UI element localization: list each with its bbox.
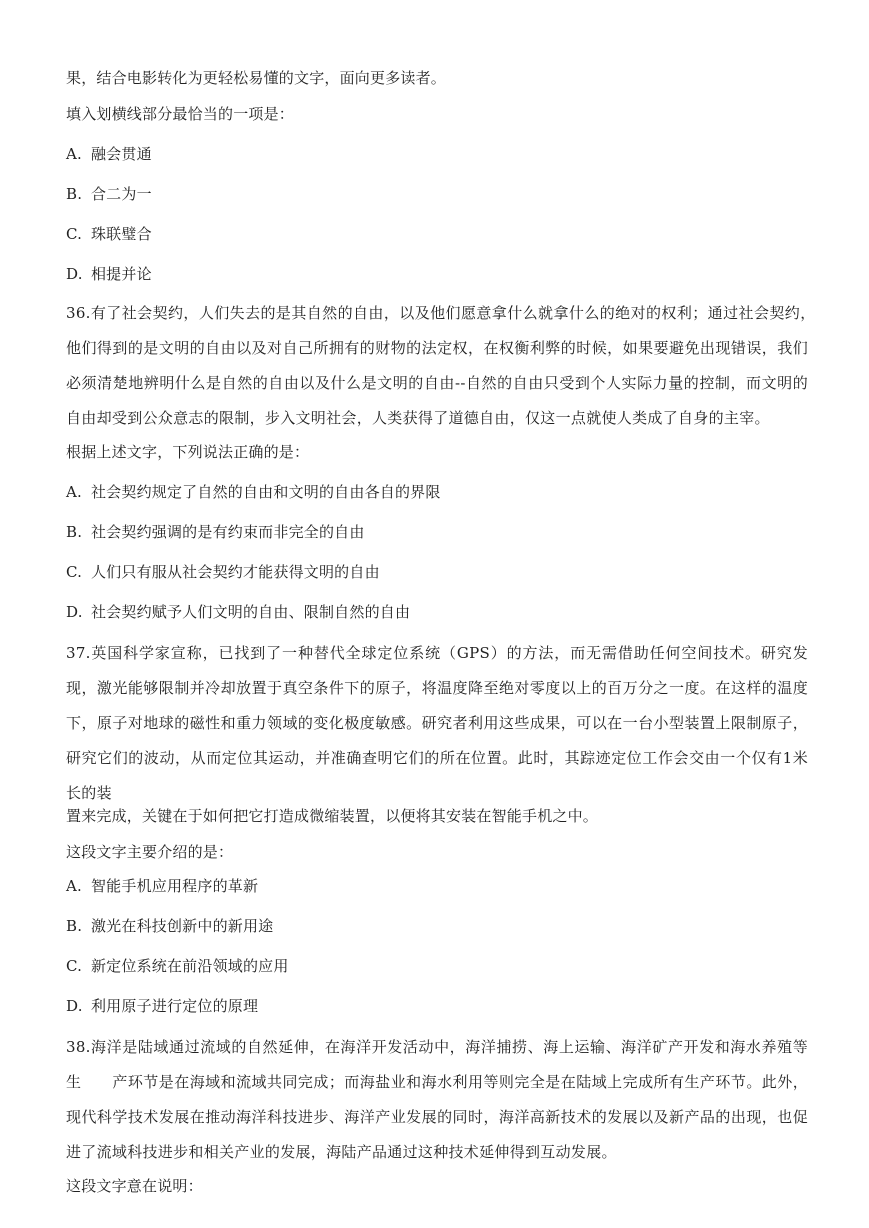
option-text: 社会契约规定了自然的自由和文明的自由各自的界限 [90,483,441,501]
question-prompt: 填入划横线部分最恰当的一项是： [66,105,295,123]
option-letter: D. [66,997,83,1015]
q37-option-d [66,996,258,1016]
option-text: 利用原子进行定位的原理 [90,997,259,1015]
option-text: 智能手机应用程序的革新 [90,877,259,895]
option-text: 人们只有服从社会契约才能获得文明的自由 [90,563,380,581]
q36-option-d [66,602,410,622]
option-letter: C. [66,563,83,581]
option-a [66,144,152,164]
q36-option-b [66,522,365,542]
option-text: 社会契约强调的是有约束而非完全的自由 [90,523,365,541]
option-text: 相提并论 [90,265,152,283]
option-letter: B. [66,185,83,203]
q37-option-c [66,956,289,976]
option-letter: D. [66,265,83,283]
q37-option-a [66,876,258,896]
option-text: 珠联璧合 [90,225,152,243]
q36-option-a [66,482,441,502]
q37-option-b [66,916,273,936]
option-letter: A. [66,145,83,163]
question-36-stem: 36.有了社会契约，人们失去的是其自然的自由，以及他们愿意拿什么就拿什么的绝对的权利；通过社会契约， 他们得到的是文明的自由以及对自己所拥有的财物的法定权，在权衡利弊的时候，如果要避免出现错误，我们必须清楚地辨明什么是自然的自由以及什么是文明的自由--自然的自由只受到个人实际力量的控制，而文明的自由却受到公众意志的限制，步入文明社会，人类获得了道德自由，仅这一点就使人类成了自身的主宰。 [66,304,839,427]
option-text: 融会贯通 [90,145,152,163]
option-text: 社会契约赋予人们文明的自由、限制自然的自由 [90,603,411,621]
question-37-stem: 37.英国科学家宣称，已找到了一种替代全球定位系统（GPS）的方法，而无需借助任何空间技术。研究发现，激光能够限制并冷却放置于真空条件下的原子，将温度降至绝对零度以上的百万分之一度。在这样的温度下，原子对地球的磁性和重力领域的变化极度敏感。研究者利用这些成果，可以在一台小型装置上限制原子，研究它们的波动，从而定位其运动，并准确查明它们的所在位置。此时，其踪迹定位工作会交由一个仅有1米长的装 [66,644,808,802]
option-letter: B. [66,523,83,541]
q36-option-c [66,562,380,582]
option-text: 新定位系统在前沿领域的应用 [90,957,289,975]
option-text: 激光在科技创新中的新用途 [90,917,274,935]
question-37-stem-continued: 置来完成，关键在于如何把它打造成微缩装置，以便将其安装在智能手机之中。 [66,807,599,825]
option-letter: D. [66,603,83,621]
option-letter: A. [66,877,83,895]
option-c [66,224,152,244]
option-letter: C. [66,957,83,975]
question-38-stem: 38.海洋是陆域通过流域的自然延伸，在海洋开发活动中，海洋捕捞、海上运输、海洋矿产开发和海水养殖等生 产环节是在海域和流域共同完成；而海盐业和海水利用等则完全是在陆域上完成所有生产环节。此外，现代科学技术发展在推动海洋科技进步、海洋产业发展的同时，海洋高新技术的发展以及新产品的出现，也促进了流域科技进步和相关产业的发展，海陆产品通过这种技术延伸得到互动发展。 [66,1038,808,1161]
option-letter: A. [66,483,83,501]
option-text: 合二为一 [90,185,152,203]
option-b [66,184,152,204]
question-38-prompt: 这段文字意在说明： [66,1177,203,1195]
question-36-prompt: 根据上述文字，下列说法正确的是： [66,443,310,461]
passage-continuation: 果，结合电影转化为更轻松易懂的文字，面向更多读者。 [66,69,447,87]
option-d [66,264,152,284]
question-37-prompt: 这段文字主要介绍的是： [66,843,234,861]
option-letter: C. [66,225,83,243]
option-letter: B. [66,917,83,935]
